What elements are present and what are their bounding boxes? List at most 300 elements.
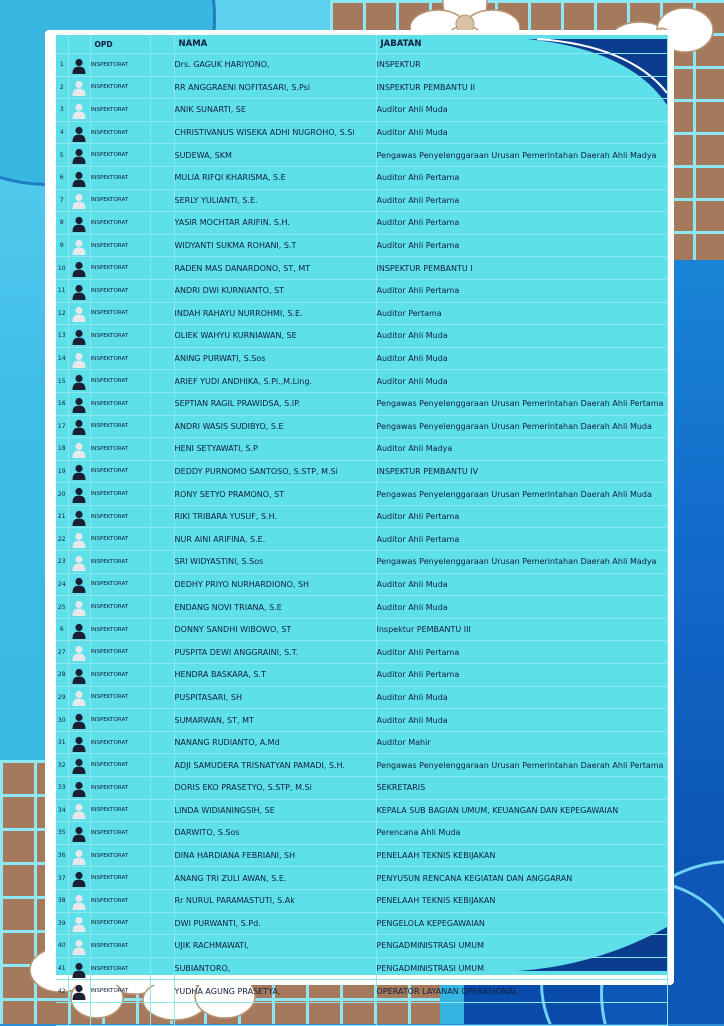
opd-cell: INSPEKTORAT	[90, 54, 150, 77]
row-number: 15	[56, 370, 68, 393]
row-number: 20	[56, 483, 68, 506]
photo-cell	[68, 415, 90, 438]
opd-cell: INSPEKTORAT	[90, 844, 150, 867]
row-number: 13	[56, 325, 68, 348]
header-spacer	[150, 35, 174, 54]
spacer-cell	[150, 302, 174, 325]
row-number: 3	[56, 99, 68, 122]
nama-cell: ARIEF YUDI ANDHIKA, S.Pi.,M.Ling.	[174, 370, 376, 393]
nama-cell: Rr NURUL PARAMASTUTI, S.Ak	[174, 889, 376, 912]
photo-cell	[68, 618, 90, 641]
table-header-row	[56, 35, 667, 54]
nama-cell: CHRISTIVANUS WISEKA ADHI NUGROHO, S.Si	[174, 121, 376, 144]
photo-cell	[68, 686, 90, 709]
row-number: 12	[56, 302, 68, 325]
photo-cell	[68, 867, 90, 890]
row-number: 31	[56, 731, 68, 754]
table-row	[56, 799, 667, 822]
photo-cell	[68, 392, 90, 415]
jabatan-cell: Pengawas Penyelenggaraan Urusan Pemerintahan Daerah Ahli Madya	[376, 551, 667, 574]
table-row	[56, 912, 667, 935]
jabatan-cell: Auditor Ahli Muda	[376, 596, 667, 619]
staff-table	[56, 35, 668, 1026]
row-number: 5	[56, 144, 68, 167]
spacer-cell	[150, 844, 174, 867]
nama-cell: SUDEWA, SKM	[174, 144, 376, 167]
empty-cell	[376, 1002, 667, 1025]
table-row	[56, 618, 667, 641]
spacer-cell	[150, 754, 174, 777]
opd-cell: INSPEKTORAT	[90, 212, 150, 235]
opd-cell: INSPEKTORAT	[90, 799, 150, 822]
nama-cell: ANING PURWATI, S.Sos	[174, 347, 376, 370]
person-icon	[72, 171, 86, 187]
person-icon	[72, 58, 86, 74]
table-row	[56, 166, 667, 189]
row-number: 18	[56, 438, 68, 461]
person-icon	[72, 306, 86, 322]
person-icon	[72, 80, 86, 96]
spacer-cell	[150, 99, 174, 122]
table-row	[56, 980, 667, 1003]
photo-cell	[68, 121, 90, 144]
nama-cell: PUSPITASARI, SH	[174, 686, 376, 709]
table-row	[56, 144, 667, 167]
spacer-cell	[150, 596, 174, 619]
person-icon	[72, 397, 86, 413]
row-number: 38	[56, 889, 68, 912]
jabatan-cell: Auditor Pertama	[376, 302, 667, 325]
spacer-cell	[150, 325, 174, 348]
jabatan-cell: Auditor Ahli Pertama	[376, 279, 667, 302]
spacer-cell	[150, 686, 174, 709]
jabatan-cell: Auditor Ahli Pertama	[376, 212, 667, 235]
jabatan-cell: SEKRETARIS	[376, 777, 667, 800]
row-number: 30	[56, 709, 68, 732]
person-icon	[72, 645, 86, 661]
person-icon	[72, 939, 86, 955]
person-icon	[72, 984, 86, 1000]
spacer-cell	[150, 618, 174, 641]
opd-cell: INSPEKTORAT	[90, 302, 150, 325]
jabatan-cell: Auditor Ahli Muda	[376, 347, 667, 370]
person-icon	[72, 261, 86, 277]
photo-cell	[68, 438, 90, 461]
opd-cell: INSPEKTORAT	[90, 99, 150, 122]
person-icon	[72, 510, 86, 526]
person-icon	[72, 781, 86, 797]
row-number: 14	[56, 347, 68, 370]
opd-cell: INSPEKTORAT	[90, 912, 150, 935]
jabatan-cell: Pengawas Penyelenggaraan Urusan Pemerintahan Daerah Ahli Pertama	[376, 754, 667, 777]
nama-cell: NUR AINI ARIFINA, S.E.	[174, 528, 376, 551]
nama-cell: RR ANGGRAENI NOFITASARI, S.Psi	[174, 76, 376, 99]
jabatan-cell: Pengawas Penyelenggaraan Urusan Pemerintahan Daerah Ahli Madya	[376, 144, 667, 167]
opd-cell: INSPEKTORAT	[90, 189, 150, 212]
spacer-cell	[150, 460, 174, 483]
spacer-cell	[150, 551, 174, 574]
jabatan-cell: PENYUSUN RENCANA KEGIATAN DAN ANGGARAN	[376, 867, 667, 890]
opd-cell: INSPEKTORAT	[90, 867, 150, 890]
row-number: 34	[56, 799, 68, 822]
spacer-cell	[150, 370, 174, 393]
opd-cell: INSPEKTORAT	[90, 709, 150, 732]
jabatan-cell: Auditor Ahli Pertama	[376, 234, 667, 257]
table-row	[56, 347, 667, 370]
person-icon	[72, 216, 86, 232]
table-row	[56, 438, 667, 461]
table-row	[56, 641, 667, 664]
nama-cell: MULIA RIFQI KHARISMA, S.E	[174, 166, 376, 189]
person-icon	[72, 871, 86, 887]
table-row	[56, 76, 667, 99]
spacer-cell	[150, 279, 174, 302]
opd-cell: INSPEKTORAT	[90, 980, 150, 1003]
spacer-cell	[150, 912, 174, 935]
spacer-cell	[150, 438, 174, 461]
table-row	[56, 709, 667, 732]
opd-cell: INSPEKTORAT	[90, 76, 150, 99]
nama-cell: SUMARWAN, ST, MT	[174, 709, 376, 732]
table-row	[56, 754, 667, 777]
table-row	[56, 528, 667, 551]
person-icon	[72, 803, 86, 819]
nama-cell: DEDHY PRIYO NURHARDIONO, SH	[174, 573, 376, 596]
jabatan-cell: Auditor Ahli Muda	[376, 325, 667, 348]
nama-cell: DEDDY PURNOMO SANTOSO, S.STP, M.Si	[174, 460, 376, 483]
row-number: 1	[56, 54, 68, 77]
table-row	[56, 822, 667, 845]
row-number: 23	[56, 551, 68, 574]
spacer-cell	[150, 392, 174, 415]
spacer-cell	[150, 867, 174, 890]
row-number: 9	[56, 234, 68, 257]
table-row	[56, 867, 667, 890]
row-number: 21	[56, 505, 68, 528]
table-row	[56, 279, 667, 302]
opd-cell: INSPEKTORAT	[90, 166, 150, 189]
row-number: 7	[56, 189, 68, 212]
opd-cell: INSPEKTORAT	[90, 957, 150, 980]
jabatan-cell: Auditor Ahli Pertama	[376, 505, 667, 528]
spacer-cell	[150, 144, 174, 167]
row-number: 36	[56, 844, 68, 867]
spacer-cell	[150, 889, 174, 912]
row-number: 16	[56, 392, 68, 415]
row-number: 25	[56, 596, 68, 619]
table-row	[56, 664, 667, 687]
person-icon	[72, 758, 86, 774]
row-number: 2	[56, 76, 68, 99]
photo-cell	[68, 709, 90, 732]
photo-cell	[68, 844, 90, 867]
opd-cell: INSPEKTORAT	[90, 370, 150, 393]
jabatan-cell: Auditor Ahli Pertama	[376, 664, 667, 687]
nama-cell: Drs. GAGUK HARIYONO,	[174, 54, 376, 77]
person-icon	[72, 736, 86, 752]
nama-cell: LINDA WIDIANINGSIH, SE	[174, 799, 376, 822]
nama-cell: DONNY SANDHI WIBOWO, ST	[174, 618, 376, 641]
opd-cell: INSPEKTORAT	[90, 505, 150, 528]
row-number: 4	[56, 121, 68, 144]
jabatan-cell: INSPEKTUR	[376, 54, 667, 77]
photo-cell	[68, 302, 90, 325]
spacer-cell	[150, 980, 174, 1003]
row-number: 11	[56, 279, 68, 302]
opd-cell: INSPEKTORAT	[90, 889, 150, 912]
photo-cell	[68, 889, 90, 912]
nama-cell: DORIS EKO PRASETYO, S.STP, M.Si	[174, 777, 376, 800]
table-row	[56, 844, 667, 867]
person-icon	[72, 555, 86, 571]
jabatan-cell: INSPEKTUR PEMBANTU II	[376, 76, 667, 99]
row-number: 22	[56, 528, 68, 551]
jabatan-cell: Inspektur PEMBANTU III	[376, 618, 667, 641]
row-number: 40	[56, 935, 68, 958]
jabatan-cell: Auditor Ahli Muda	[376, 99, 667, 122]
row-number: 42	[56, 980, 68, 1003]
photo-cell	[68, 370, 90, 393]
row-number: 17	[56, 415, 68, 438]
nama-cell: DARWITO, S.Sos	[174, 822, 376, 845]
spacer-cell	[150, 257, 174, 280]
table-row	[56, 686, 667, 709]
jabatan-cell: KEPALA SUB BAGIAN UMUM, KEUANGAN DAN KEPEGAWAIAN	[376, 799, 667, 822]
person-icon	[72, 103, 86, 119]
table-row	[56, 957, 667, 980]
table-row	[56, 189, 667, 212]
person-icon	[72, 193, 86, 209]
photo-cell	[68, 189, 90, 212]
nama-cell: YASIR MOCHTAR ARIFIN, S.H.	[174, 212, 376, 235]
table-row	[56, 596, 667, 619]
opd-cell: INSPEKTORAT	[90, 618, 150, 641]
table-row	[56, 573, 667, 596]
spacer-cell	[150, 822, 174, 845]
photo-cell	[68, 731, 90, 754]
jabatan-cell: Pengawas Penyelenggaraan Urusan Pemerintahan Daerah Ahli Pertama	[376, 392, 667, 415]
person-icon	[72, 329, 86, 345]
empty-cell	[150, 1002, 174, 1025]
spacer-cell	[150, 54, 174, 77]
opd-cell: INSPEKTORAT	[90, 731, 150, 754]
opd-cell: INSPEKTORAT	[90, 234, 150, 257]
photo-cell	[68, 212, 90, 235]
opd-cell: INSPEKTORAT	[90, 528, 150, 551]
table-row	[56, 212, 667, 235]
jabatan-cell: Auditor Ahli Muda	[376, 370, 667, 393]
jabatan-cell: INSPEKTUR PEMBANTU I	[376, 257, 667, 280]
row-number: 41	[56, 957, 68, 980]
row-number: 10	[56, 257, 68, 280]
nama-cell: WIDYANTI SUKMA ROHANI, S.T	[174, 234, 376, 257]
opd-cell: INSPEKTORAT	[90, 144, 150, 167]
spacer-cell	[150, 347, 174, 370]
opd-cell: INSPEKTORAT	[90, 754, 150, 777]
empty-cell	[90, 1002, 150, 1025]
photo-cell	[68, 551, 90, 574]
row-number: 32	[56, 754, 68, 777]
opd-cell: INSPEKTORAT	[90, 257, 150, 280]
table-row	[56, 325, 667, 348]
photo-cell	[68, 325, 90, 348]
nama-cell: ANIK SUNARTI, SE	[174, 99, 376, 122]
opd-cell: INSPEKTORAT	[90, 392, 150, 415]
spacer-cell	[150, 483, 174, 506]
jabatan-cell: Auditor Ahli Muda	[376, 573, 667, 596]
photo-cell	[68, 799, 90, 822]
nama-cell: HENI SETYAWATI, S.P	[174, 438, 376, 461]
photo-cell	[68, 822, 90, 845]
empty-cell	[56, 1002, 68, 1025]
jabatan-cell: Auditor Ahli Pertama	[376, 189, 667, 212]
row-number: 37	[56, 867, 68, 890]
person-icon	[72, 690, 86, 706]
row-number: 8	[56, 212, 68, 235]
nama-cell: ENDANG NOVI TRIANA, S.E	[174, 596, 376, 619]
jabatan-cell: PENGADMINISTRASI UMUM	[376, 935, 667, 958]
jabatan-cell: Auditor Mahir	[376, 731, 667, 754]
jabatan-cell: Perencana Ahli Muda	[376, 822, 667, 845]
jabatan-cell: PENELAAH TEKNIS KEBIJAKAN	[376, 844, 667, 867]
jabatan-cell: Auditor Ahli Madya	[376, 438, 667, 461]
nama-cell: SRI WIDYASTINI, S.Sos	[174, 551, 376, 574]
opd-cell: INSPEKTORAT	[90, 551, 150, 574]
nama-cell: HENDRA BASKARA, S.T	[174, 664, 376, 687]
nama-cell: SERLY YULIANTI, S.E.	[174, 189, 376, 212]
row-number: 24	[56, 573, 68, 596]
person-icon	[72, 826, 86, 842]
spacer-cell	[150, 234, 174, 257]
opd-cell: INSPEKTORAT	[90, 596, 150, 619]
spacer-cell	[150, 709, 174, 732]
spacer-cell	[150, 664, 174, 687]
opd-cell: INSPEKTORAT	[90, 822, 150, 845]
nama-cell: DWI PURWANTI, S.Pd.	[174, 912, 376, 935]
person-icon	[72, 600, 86, 616]
header-opd: OPD	[90, 35, 150, 54]
jabatan-cell: Auditor Ahli Pertama	[376, 641, 667, 664]
jabatan-cell: Auditor Ahli Muda	[376, 709, 667, 732]
table-row	[56, 370, 667, 393]
spacer-cell	[150, 212, 174, 235]
nama-cell: UJIK RACHMAWATI,	[174, 935, 376, 958]
person-icon	[72, 713, 86, 729]
spacer-cell	[150, 957, 174, 980]
photo-cell	[68, 980, 90, 1003]
nama-cell: OLIEK WAHYU KURNIAWAN, SE	[174, 325, 376, 348]
nama-cell: RONY SETYO PRAMONO, ST	[174, 483, 376, 506]
spacer-cell	[150, 121, 174, 144]
person-icon	[72, 894, 86, 910]
photo-cell	[68, 483, 90, 506]
table-row	[56, 415, 667, 438]
photo-cell	[68, 505, 90, 528]
opd-cell: INSPEKTORAT	[90, 415, 150, 438]
spacer-cell	[150, 528, 174, 551]
opd-cell: INSPEKTORAT	[90, 686, 150, 709]
spacer-cell	[150, 641, 174, 664]
opd-cell: INSPEKTORAT	[90, 121, 150, 144]
photo-cell	[68, 76, 90, 99]
photo-cell	[68, 528, 90, 551]
person-icon	[72, 623, 86, 639]
table-row	[56, 99, 667, 122]
row-number: 6	[56, 166, 68, 189]
person-icon	[72, 419, 86, 435]
spacer-cell	[150, 573, 174, 596]
nama-cell: ANDRI WASIS SUDIBYO, S.E	[174, 415, 376, 438]
table-row	[56, 257, 667, 280]
spacer-cell	[150, 415, 174, 438]
table-row-empty	[56, 1002, 667, 1025]
photo-cell	[68, 347, 90, 370]
jabatan-cell: Auditor Ahli Pertama	[376, 528, 667, 551]
row-number: 35	[56, 822, 68, 845]
photo-cell	[68, 935, 90, 958]
table-row	[56, 392, 667, 415]
table-row	[56, 731, 667, 754]
row-number: 33	[56, 777, 68, 800]
person-icon	[72, 668, 86, 684]
table-row	[56, 302, 667, 325]
nama-cell: NANANG RUDIANTO, A.Md	[174, 731, 376, 754]
spacer-cell	[150, 731, 174, 754]
opd-cell: INSPEKTORAT	[90, 641, 150, 664]
table-row	[56, 505, 667, 528]
jabatan-cell: Pengawas Penyelenggaraan Urusan Pemerintahan Daerah Ahli Muda	[376, 415, 667, 438]
jabatan-cell: PENGADMINISTRASI UMUM	[376, 957, 667, 980]
photo-cell	[68, 460, 90, 483]
person-icon	[72, 962, 86, 978]
nama-cell: SEPTIAN RAGIL PRAWIDSA, S.IP.	[174, 392, 376, 415]
nama-cell: ADJI SAMUDERA TRISNATYAN PAMADI, S.H.	[174, 754, 376, 777]
person-icon	[72, 148, 86, 164]
jabatan-cell: PENGELOLA KEPEGAWAIAN	[376, 912, 667, 935]
person-icon	[72, 577, 86, 593]
jabatan-cell: Auditor Ahli Muda	[376, 686, 667, 709]
photo-cell	[68, 754, 90, 777]
person-icon	[72, 916, 86, 932]
spacer-cell	[150, 777, 174, 800]
person-icon	[72, 464, 86, 480]
table-row	[56, 460, 667, 483]
table-row	[56, 234, 667, 257]
nama-cell: YUDHA AGUNG PRASETYA,	[174, 980, 376, 1003]
table-row	[56, 54, 667, 77]
person-icon	[72, 532, 86, 548]
person-icon	[72, 284, 86, 300]
photo-cell	[68, 279, 90, 302]
person-icon	[72, 352, 86, 368]
opd-cell: INSPEKTORAT	[90, 483, 150, 506]
row-number: 27	[56, 641, 68, 664]
opd-cell: INSPEKTORAT	[90, 664, 150, 687]
opd-cell: INSPEKTORAT	[90, 279, 150, 302]
table-row	[56, 935, 667, 958]
photo-cell	[68, 573, 90, 596]
photo-cell	[68, 144, 90, 167]
opd-cell: INSPEKTORAT	[90, 438, 150, 461]
table-row	[56, 121, 667, 144]
jabatan-cell: INSPEKTUR PEMBANTU IV	[376, 460, 667, 483]
header-photo	[68, 35, 90, 54]
nama-cell: INDAH RAHAYU NURROHMI, S.E.	[174, 302, 376, 325]
photo-cell	[68, 99, 90, 122]
photo-cell	[68, 664, 90, 687]
jabatan-cell: Pengawas Penyelenggaraan Urusan Pemerintahan Daerah Ahli Muda	[376, 483, 667, 506]
row-number: 6	[56, 618, 68, 641]
